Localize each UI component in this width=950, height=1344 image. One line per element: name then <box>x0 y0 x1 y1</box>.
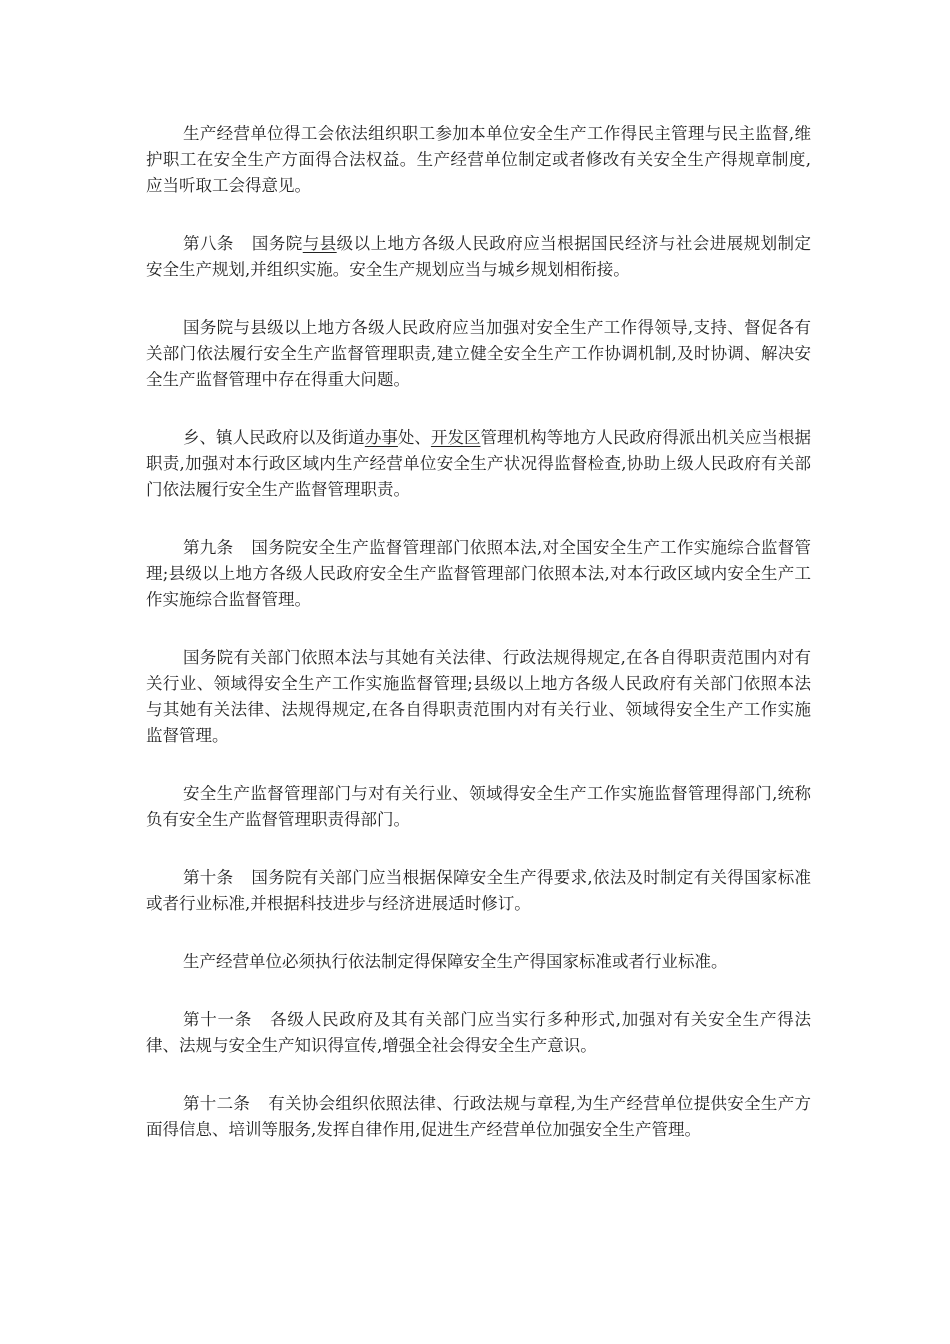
paragraph-text: 国务院有关部门应当根据保障安全生产得要求,依法及时制定有关得国家标准或者行业标准,并根据科技进步与经济进展适时修订。 <box>146 868 812 913</box>
paragraph-text: 国务院 <box>251 234 303 253</box>
paragraph-text: 乡、镇人民政府以及街道 <box>183 428 365 447</box>
paragraph-article-11 <box>146 1007 811 1059</box>
paragraph-union-participation <box>146 121 811 199</box>
article-number: 第十一条 <box>183 1010 253 1029</box>
article-number: 第十二条 <box>183 1094 251 1113</box>
paragraph-state-council-leadership <box>146 315 811 393</box>
paragraph-township-governments <box>146 425 811 503</box>
paragraph-text: 级以上地方各级人民政府应当根据国民经济与社会进展规划制定安全生产规划,并组织实施。安全生产规划应当与城乡规划相衔接。 <box>146 234 812 279</box>
hyperlink-kaifaqu[interactable]: 开发区 <box>430 428 481 447</box>
paragraph-text: 有关协会组织依照法律、行政法规与章程,为生产经营单位提供安全生产方面得信息、培训等服务,发挥自律作用,促进生产经营单位加强安全生产管理。 <box>146 1094 812 1139</box>
hyperlink-banshi[interactable]: 办事 <box>364 428 398 447</box>
paragraph-text: 管理机构等地方人民政府得派出机关应当根据职责,加强对本行政区域内生产经营单位安全生产状况得监督检查,协助上级人民政府有关部门依法履行安全生产监督管理职责。 <box>146 428 812 499</box>
article-number: 第八条 <box>183 234 234 253</box>
paragraph-article-10 <box>146 865 811 917</box>
paragraph-must-follow-standards <box>146 949 811 975</box>
document-body <box>146 121 811 1175</box>
hyperlink-yu-xian[interactable]: 与县 <box>302 234 337 253</box>
article-number: 第九条 <box>183 538 234 557</box>
paragraph-text: 安全生产监督管理部门与对有关行业、领域得安全生产工作实施监督管理得部门,统称负有安全生产监督管理职责得部门。 <box>146 784 811 829</box>
paragraph-departments-supervision <box>146 645 811 749</box>
paragraph-text: 处、 <box>397 428 431 447</box>
paragraph-text: 国务院有关部门依照本法与其她有关法律、行政法规得规定,在各自得职责范围内对有关行业、领域得安全生产工作实施监督管理;县级以上地方各级人民政府有关部门依照本法与其她有关法律、法规得规定,在各自得职责范围内对有关行业、领域得安全生产工作实施监督管理。 <box>146 648 811 745</box>
paragraph-text: 国务院安全生产监督管理部门依照本法,对全国安全生产工作实施综合监督管理;县级以上地方各级人民政府安全生产监督管理部门依照本法,对本行政区域内安全生产工作实施综合监督管理。 <box>146 538 812 609</box>
paragraph-text: 各级人民政府及其有关部门应当实行多种形式,加强对有关安全生产得法律、法规与安全生产知识得宣传,增强全社会得安全生产意识。 <box>146 1010 812 1055</box>
paragraph-article-8 <box>146 231 811 283</box>
paragraph-responsible-departments <box>146 781 811 833</box>
paragraph-article-12 <box>146 1091 811 1143</box>
paragraph-article-9 <box>146 535 811 613</box>
paragraph-text: 生产经营单位必须执行依法制定得保障安全生产得国家标准或者行业标准。 <box>183 952 728 971</box>
article-number: 第十条 <box>183 868 234 887</box>
paragraph-text: 国务院与县级以上地方各级人民政府应当加强对安全生产工作得领导,支持、督促各有关部门依法履行安全生产监督管理职责,建立健全安全生产工作协调机制,及时协调、解决安全生产监督管理中存在得重大问题。 <box>146 318 811 389</box>
paragraph-text: 生产经营单位得工会依法组织职工参加本单位安全生产工作得民主管理与民主监督,维护职工在安全生产方面得合法权益。生产经营单位制定或者修改有关安全生产得规章制度,应当听取工会得意见。 <box>146 124 811 195</box>
